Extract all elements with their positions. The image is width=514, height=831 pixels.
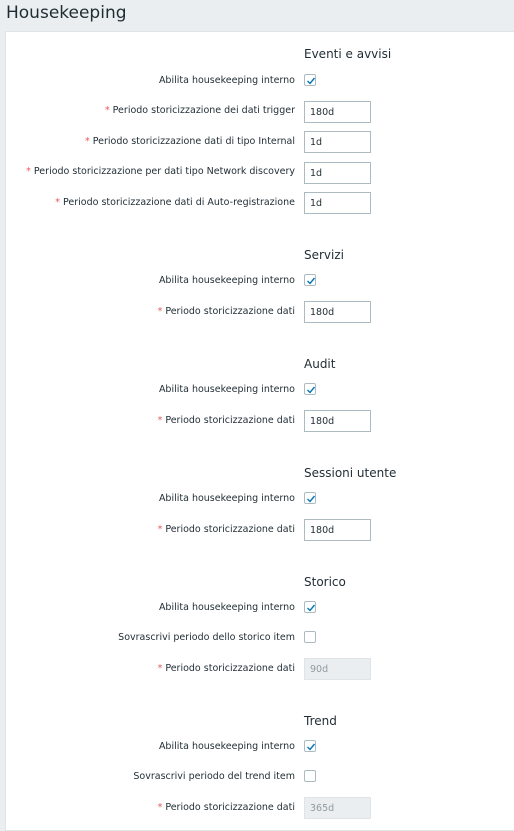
history-override-label: Sovrascrivi periodo dello storico item bbox=[118, 632, 295, 643]
services-enable-label: Abilita housekeeping interno bbox=[158, 275, 295, 286]
history-period-label bbox=[158, 663, 295, 675]
audit-period-label-text: Periodo storicizzazione dati bbox=[165, 415, 295, 426]
events-autoreg-label bbox=[55, 197, 295, 209]
history-override-checkbox[interactable] bbox=[304, 631, 316, 643]
events-discovery-label bbox=[26, 166, 295, 178]
history-enable-label: Abilita housekeeping interno bbox=[158, 602, 295, 613]
trends-enable-checkbox[interactable] bbox=[304, 740, 316, 752]
events-internal-label bbox=[85, 136, 295, 148]
services-period-input[interactable] bbox=[304, 301, 371, 323]
history-period-input bbox=[304, 658, 371, 680]
required-marker: * bbox=[157, 663, 163, 674]
page-title: Housekeeping bbox=[6, 3, 127, 23]
services-period-label bbox=[158, 306, 295, 318]
events-trigger-label bbox=[105, 105, 295, 117]
audit-period-label bbox=[158, 415, 295, 427]
checkmark-icon bbox=[306, 742, 316, 752]
trends-override-checkbox[interactable] bbox=[304, 770, 316, 782]
sessions-period-label-text: Periodo storicizzazione dati bbox=[165, 524, 295, 535]
checkmark-icon bbox=[306, 385, 316, 395]
section-title-trends: Trend bbox=[304, 714, 337, 728]
events-trigger-label-text: Periodo storicizzazione dei dati trigger bbox=[112, 105, 295, 116]
events-internal-label-text: Periodo storicizzazione dati di tipo Internal bbox=[92, 136, 295, 147]
checkmark-icon bbox=[306, 276, 316, 286]
history-enable-checkbox[interactable] bbox=[304, 601, 316, 613]
required-marker: * bbox=[157, 802, 163, 813]
audit-enable-checkbox[interactable] bbox=[304, 383, 316, 395]
events-trigger-input[interactable] bbox=[304, 101, 371, 123]
services-period-label-text: Periodo storicizzazione dati bbox=[165, 306, 295, 317]
housekeeping-form bbox=[5, 31, 514, 831]
events-internal-input[interactable] bbox=[304, 131, 371, 153]
sessions-period-label bbox=[158, 524, 295, 536]
required-marker: * bbox=[157, 306, 163, 317]
section-title-audit: Audit bbox=[304, 357, 336, 371]
section-title-events: Eventi e avvisi bbox=[304, 47, 392, 61]
sessions-enable-checkbox[interactable] bbox=[304, 492, 316, 504]
section-title-services: Servizi bbox=[304, 248, 345, 262]
events-autoreg-input[interactable] bbox=[304, 192, 371, 214]
checkmark-icon bbox=[306, 603, 316, 613]
trends-period-label-text: Periodo storicizzazione dati bbox=[165, 802, 295, 813]
trends-period-input bbox=[304, 797, 371, 819]
events-discovery-input[interactable] bbox=[304, 162, 371, 184]
section-title-history: Storico bbox=[304, 575, 346, 589]
checkmark-icon bbox=[306, 76, 316, 86]
audit-period-input[interactable] bbox=[304, 410, 371, 432]
required-marker: * bbox=[104, 105, 110, 116]
events-enable-checkbox[interactable] bbox=[304, 74, 316, 86]
trends-override-label: Sovrascrivi periodo del trend item bbox=[133, 771, 295, 782]
trends-enable-label: Abilita housekeeping interno bbox=[158, 741, 295, 752]
events-autoreg-label-text: Periodo storicizzazione dati di Auto-registrazione bbox=[63, 197, 295, 208]
trends-period-label bbox=[158, 802, 295, 814]
sessions-period-input[interactable] bbox=[304, 519, 371, 541]
history-period-label-text: Periodo storicizzazione dati bbox=[165, 663, 295, 674]
events-enable-label: Abilita housekeeping interno bbox=[158, 75, 295, 86]
required-marker: * bbox=[55, 197, 61, 208]
audit-enable-label: Abilita housekeeping interno bbox=[158, 384, 295, 395]
events-discovery-label-text: Periodo storicizzazione per dati tipo Network discovery bbox=[33, 166, 295, 177]
required-marker: * bbox=[157, 415, 163, 426]
required-marker: * bbox=[26, 166, 31, 177]
required-marker: * bbox=[85, 136, 90, 147]
required-marker: * bbox=[157, 524, 163, 535]
services-enable-checkbox[interactable] bbox=[304, 274, 316, 286]
checkmark-icon bbox=[306, 494, 316, 504]
section-title-sessions: Sessioni utente bbox=[304, 466, 397, 480]
sessions-enable-label: Abilita housekeeping interno bbox=[158, 493, 295, 504]
